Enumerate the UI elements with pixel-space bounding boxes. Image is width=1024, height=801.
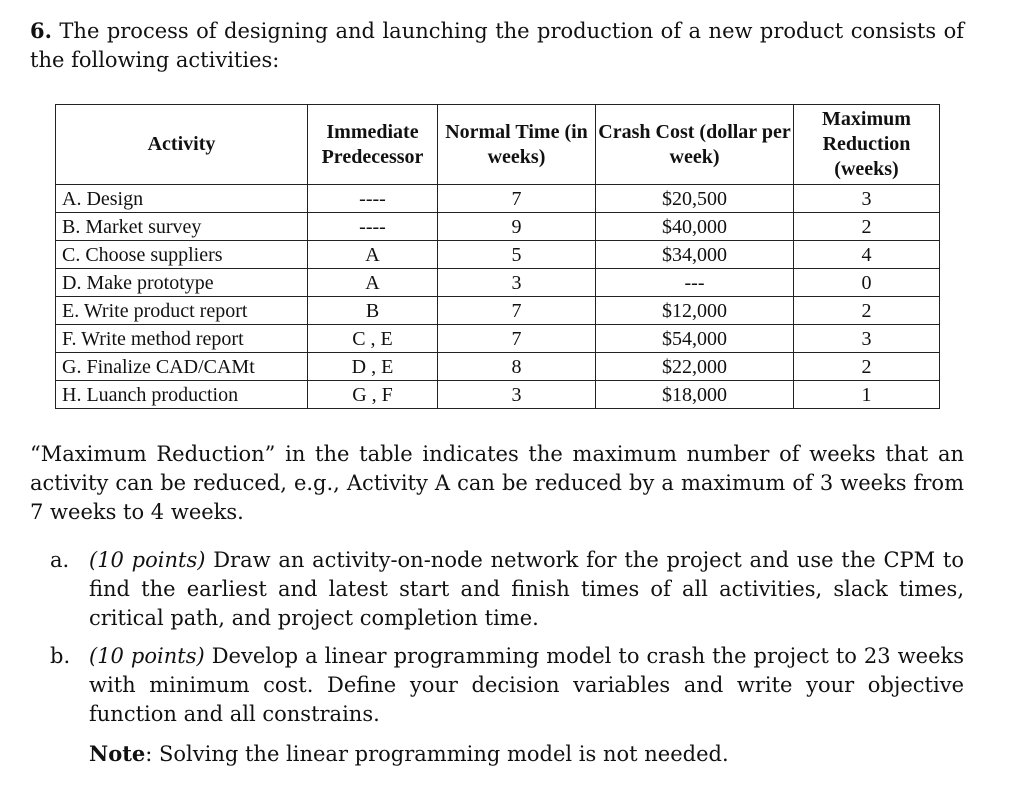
cell-activity: G. Finalize CAD/CAMt [56,353,308,381]
cell-max-reduction: 4 [794,241,940,269]
cell-crash-cost: $22,000 [596,353,794,381]
cell-predecessor: G , F [308,381,438,409]
note-label: Note [89,741,146,766]
header-crash-cost: Crash Cost (dollar per week) [596,105,794,185]
cell-crash-cost: $12,000 [596,297,794,325]
note-text: : Solving the linear programming model is not needed. [145,742,729,766]
cell-max-reduction: 0 [794,269,940,297]
table-row [56,241,940,269]
header-max-reduction: Maximum Reduction (weeks) [794,105,940,185]
part-b [50,642,964,729]
part-b-points: (10 points) [89,644,205,668]
activity-table-container [55,104,939,409]
cell-activity: C. Choose suppliers [56,241,308,269]
part-a-body [89,546,964,633]
cell-max-reduction: 2 [794,353,940,381]
cell-normal-time: 8 [438,353,596,381]
cell-normal-time: 7 [438,297,596,325]
cell-crash-cost: --- [596,269,794,297]
cell-normal-time: 5 [438,241,596,269]
cell-predecessor: A [308,269,438,297]
part-a-text: Draw an activity-on-node network for the project and use the CPM to find the earliest and latest start and finish times of all activities, slack times, critical path, and project completion time. [89,548,964,630]
cell-normal-time: 9 [438,213,596,241]
header-predecessor: Immediate Predecessor [308,105,438,185]
cell-predecessor: B [308,297,438,325]
question-number: 6. [30,18,52,43]
note [89,739,729,769]
table-row [56,381,940,409]
cell-predecessor: D , E [308,353,438,381]
cell-activity: H. Luanch production [56,381,308,409]
cell-predecessor: C , E [308,325,438,353]
part-a [50,546,964,633]
maximum-reduction-explanation: “Maximum Reduction” in the table indicates the maximum number of weeks that an activity can be reduced, e.g., Activity A can be reduced by a maximum of 3 weeks from 7 weeks to 4 weeks. [30,442,964,524]
header-activity: Activity [56,105,308,185]
cell-crash-cost: $40,000 [596,213,794,241]
part-b-text: Develop a linear programming model to crash the project to 23 weeks with minimum cost. Define your decision variables and write your objective function and all constrains. [89,644,964,726]
cell-normal-time: 7 [438,185,596,213]
cell-predecessor: ---- [308,213,438,241]
cell-activity: A. Design [56,185,308,213]
table-row [56,185,940,213]
cell-activity: E. Write product report [56,297,308,325]
cell-normal-time: 3 [438,269,596,297]
cell-max-reduction: 3 [794,325,940,353]
cell-normal-time: 3 [438,381,596,409]
header-normal-time: Normal Time (in weeks) [438,105,596,185]
table-row [56,269,940,297]
part-a-points: (10 points) [89,548,206,572]
part-a-marker: a. [50,548,70,572]
table-row [56,297,940,325]
cell-crash-cost: $18,000 [596,381,794,409]
cell-activity: B. Market survey [56,213,308,241]
cell-predecessor: ---- [308,185,438,213]
table-row [56,325,940,353]
cell-normal-time: 7 [438,325,596,353]
question-intro [30,16,964,75]
part-b-marker: b. [50,644,71,668]
cell-activity: D. Make prototype [56,269,308,297]
cell-crash-cost: $34,000 [596,241,794,269]
cell-crash-cost: $20,500 [596,185,794,213]
table-header-row [56,105,940,185]
cell-predecessor: A [308,241,438,269]
cell-activity: F. Write method report [56,325,308,353]
question-intro-text: The process of designing and launching the production of a new product consists of the following activities: [30,19,964,72]
cell-max-reduction: 2 [794,297,940,325]
cell-max-reduction: 3 [794,185,940,213]
table-row [56,213,940,241]
cell-max-reduction: 1 [794,381,940,409]
table-row [56,353,940,381]
activity-table [55,104,940,409]
cell-crash-cost: $54,000 [596,325,794,353]
cell-max-reduction: 2 [794,213,940,241]
part-b-body [89,642,964,729]
